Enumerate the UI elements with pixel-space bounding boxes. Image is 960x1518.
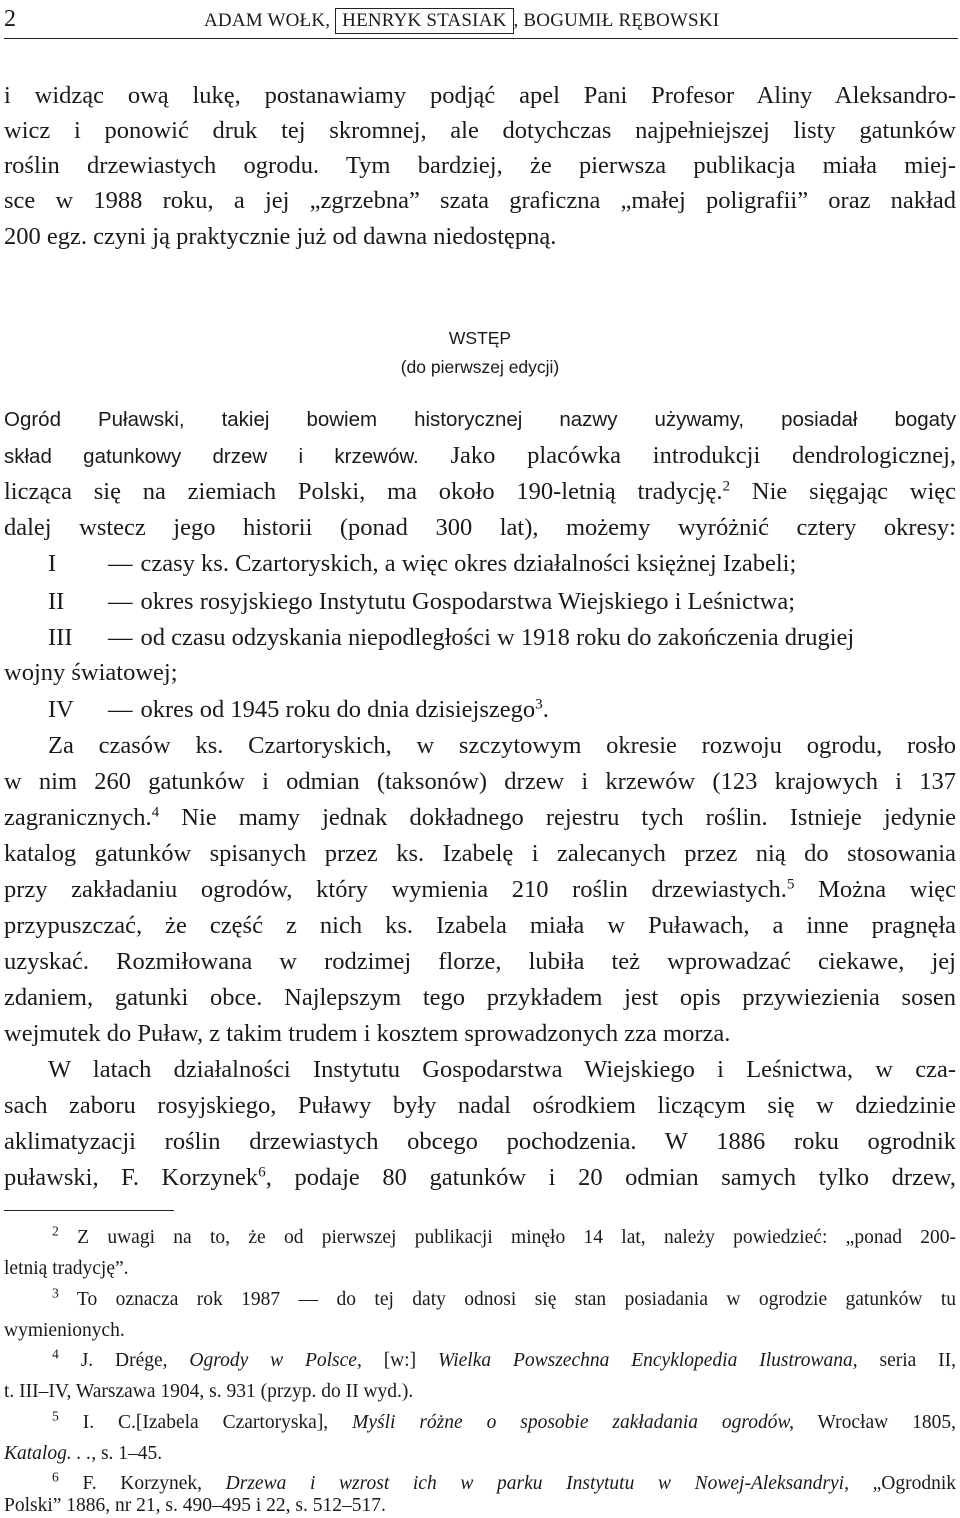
running-header: [4, 2, 956, 38]
body-line: w nim 260 gatunków i odmian (taksonów) drzew i krzewów (123 krajowych i 137: [4, 768, 956, 795]
footnote-2-cont: letnią tradycję”.: [4, 1258, 129, 1279]
footnote-4-cont: t. III–IV, Warszawa 1904, s. 931 (przyp. do II wyd.).: [4, 1381, 414, 1402]
body-line: katalog gatunków spisanych przez ks. Izabelę i zalecanych przez nią do stosowania: [4, 840, 956, 867]
footnote-text: To oznacza rok 1987 — do tej daty odnosi się stan posiadania w ogrodzie gatunków tu: [76, 1289, 956, 1310]
intro-line: i widząc ową lukę, postanawiamy podjąć apel Pani Profesor Aliny Aleksandro-: [4, 82, 956, 109]
footnote-ref: 2: [722, 477, 731, 495]
footnote-text: F. Korzynek,: [82, 1473, 203, 1494]
period-item: [4, 549, 956, 579]
footnote-3-cont: wymienionych.: [4, 1320, 125, 1341]
body-line: Ogród Puławski, takiej bowiem historycznej nazwy używamy, posiadał bogaty: [4, 408, 956, 431]
footnote-text: „Ogrodnik: [872, 1473, 957, 1494]
body-fragment: Jako placówka introdukcji dendrologicznej,: [450, 442, 957, 469]
footnote-title: Drzewa i wzrost ich w parku Instytutu w Nowej-Aleksandryi,: [225, 1473, 849, 1494]
footnote-5: [4, 1408, 956, 1435]
body-fragment: licząca się na ziemiach Polski, ma około 190-letnią tradycję.: [4, 478, 723, 505]
period-end: .: [542, 696, 549, 723]
body-fragment: skład gatunkowy drzew i krzewów.: [4, 445, 419, 468]
body-line: przypuszczać, że część z nich ks. Izabela miała w Puławach, a inne pragnęła: [4, 912, 956, 939]
footnote-6: [4, 1469, 957, 1496]
body-line: [4, 1163, 956, 1193]
period-item: [4, 587, 956, 617]
intro-line: roślin drzewiastych ogrodu. Tym bardziej, że pierwsza publikacja miała miej-: [4, 152, 956, 179]
footnote-text: seria II,: [879, 1350, 957, 1371]
body-line: [4, 477, 956, 507]
footnote-text: Z uwagi na to, że od pierwszej publikacji minęło 14 lat, należy powiedzieć: „ponad 200-: [77, 1227, 957, 1248]
em-dash: —: [108, 624, 133, 651]
body-line: [4, 441, 956, 472]
footnote-number: 2: [52, 1223, 59, 1239]
section-title: WSTĘP: [448, 328, 512, 348]
footnote-title: Myśli różne o sposobie zakładania ogrodów,: [352, 1412, 794, 1433]
body-line: [4, 875, 956, 905]
footnote-number: 3: [52, 1285, 59, 1301]
intro-line: 200 egz. czyni ją praktycznie już od dawna niedostępną.: [4, 223, 557, 250]
em-dash: —: [108, 588, 133, 615]
body-fragment: Można więc: [818, 876, 956, 903]
body-fragment: Nie sięgając więc: [751, 478, 956, 505]
body-fragment: , podaje 80 gatunków i 20 odmian samych tylko drzew,: [265, 1164, 957, 1191]
period-item: [4, 695, 956, 725]
em-dash: —: [108, 696, 133, 723]
footnote-3: [4, 1285, 956, 1312]
footnote-text: , s. 1–45.: [91, 1443, 163, 1464]
period-text: okres rosyjskiego Instytutu Gospodarstwa Wiejskiego i Leśnictwa;: [140, 588, 796, 615]
body-line: Za czasów ks. Czartoryskich, w szczytowym okresie rozwoju ogrodu, rosło: [48, 732, 956, 759]
body-line: wejmutek do Puław, z takim trudem i kosztem sprowadzonych zza morza.: [4, 1020, 731, 1047]
footnote-rule: [4, 1210, 174, 1211]
body-fragment: Nie mamy jednak dokładnego rejestru tych roślin. Istnieje jedynie: [181, 804, 957, 831]
author-rebowski: , BOGUMIŁ RĘBOWSKI: [513, 10, 720, 31]
body-line: uzyskać. Rozmiłowana w rodzimej florze, lubiła też wprowadzać ciekawe, jej: [4, 948, 956, 975]
period-label: IV: [48, 696, 74, 723]
header-rule: [4, 38, 958, 39]
intro-line: sce w 1988 roku, a jej „zgrzebna” szata graficzna „małej poligrafii” oraz nakład: [4, 187, 956, 214]
body-line: dalej wstecz jego historii (ponad 300 lat), możemy wyróżnić cztery okresy:: [4, 514, 956, 541]
period-label: II: [48, 588, 65, 615]
period-label: I: [48, 550, 57, 577]
footnote-text: Wrocław 1805,: [817, 1412, 956, 1433]
section-subtitle: (do pierwszej edycji): [400, 357, 560, 377]
body-line: [4, 803, 956, 833]
footnote-number: 6: [52, 1469, 59, 1485]
footnote-ref: 3: [535, 695, 543, 713]
body-line: sach zaboru rosyjskiego, Puławy były nadal ośrodkiem liczącym się w dziedzinie: [4, 1092, 956, 1119]
page-number: 2: [4, 6, 16, 32]
footnote-title: Wielka Powszechna Encyklopedia Ilustrowana,: [438, 1350, 858, 1371]
footnote-ref: 5: [786, 875, 795, 893]
footnote-number: 5: [52, 1408, 59, 1424]
footnote-text: [w:]: [383, 1350, 417, 1371]
body-line: zdaniem, gatunki obce. Najlepszym tego przykładem jest opis przywiezienia sosen: [4, 984, 956, 1011]
body-line: W latach działalności Instytutu Gospodarstwa Wiejskiego i Leśnictwa, w cza-: [48, 1056, 956, 1083]
period-item: [4, 623, 956, 653]
footnote-text: J. Drége,: [80, 1350, 168, 1371]
period-text: okres od 1945 roku do dnia dzisiejszego: [140, 696, 536, 723]
footnote-title: Katalog. . .: [4, 1443, 92, 1464]
author-stasiak-boxed: HENRYK STASIAK: [335, 8, 513, 34]
footnote-4: [4, 1346, 957, 1373]
footnote-title: Ogrody w Polsce,: [189, 1350, 362, 1371]
intro-line: wicz i ponowić druk tej skromnej, ale dotychczas najpełniejszej listy gatunków: [4, 117, 956, 144]
body-line: aklimatyzacji roślin drzewiastych obcego pochodzenia. W 1886 roku ogrodnik: [4, 1128, 956, 1155]
footnote-5-cont: [4, 1442, 956, 1466]
body-fragment: zagranicznych.: [4, 804, 152, 831]
period-continuation: wojny światowej;: [4, 659, 178, 686]
period-label: III: [48, 624, 73, 651]
footnote-ref: 6: [258, 1163, 266, 1181]
footnote-6-cont: Polski” 1886, nr 21, s. 490–495 i 22, s. 512–517.: [4, 1495, 386, 1516]
em-dash: —: [108, 550, 133, 577]
footnote-ref: 4: [151, 803, 160, 821]
body-fragment: przy zakładaniu ogrodów, który wymienia 210 roślin drzewiastych.: [4, 876, 787, 903]
footnote-number: 4: [52, 1346, 59, 1362]
footnote-2: [4, 1223, 957, 1250]
body-fragment: puławski, F. Korzynek: [4, 1164, 259, 1191]
period-text: od czasu odzyskania niepodległości w 1918 roku do zakończenia drugiej: [140, 624, 855, 651]
header-authors: [204, 10, 719, 32]
footnote-text: I. C.[Izabela Czartoryska],: [82, 1412, 329, 1433]
author-wolk: ADAM WOŁK,: [204, 10, 331, 31]
period-text: czasy ks. Czartoryskich, a więc okres działalności księżnej Izabeli;: [140, 550, 797, 577]
